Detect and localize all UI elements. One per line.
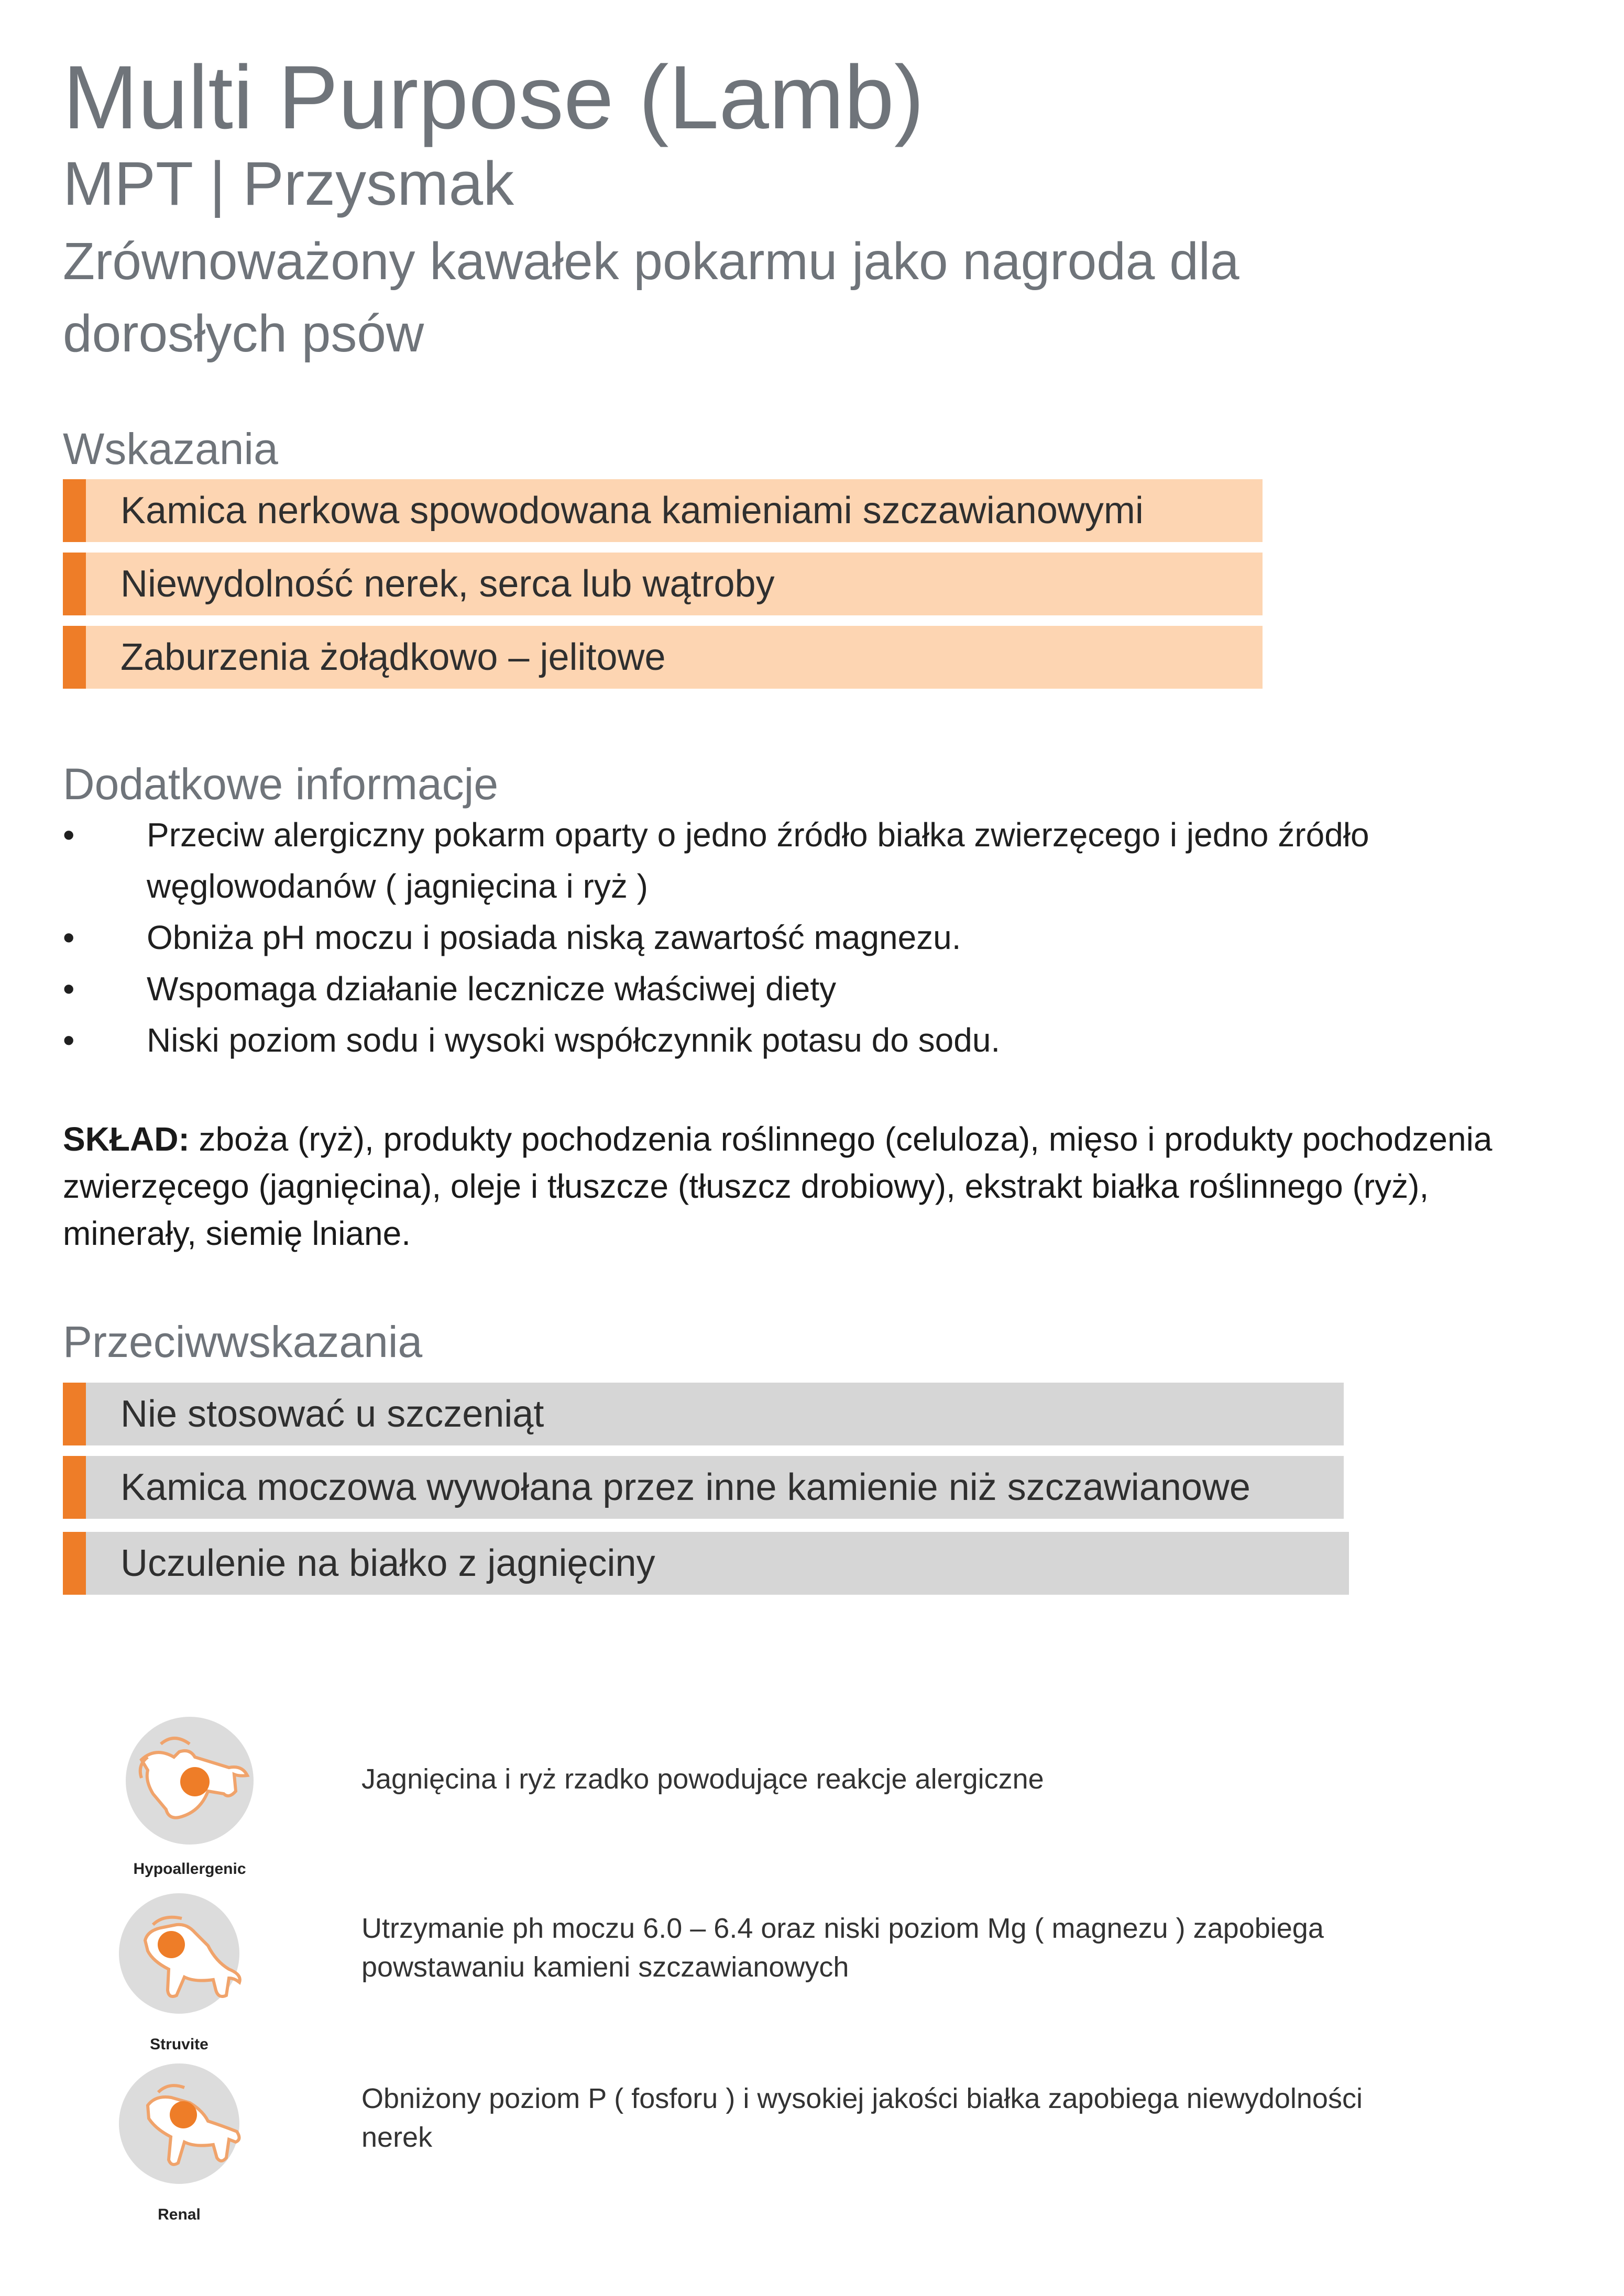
bullet-text: Niski poziom sodu i wysoki współczynnik potasu do sodu. [147,1021,1001,1059]
list-item [63,809,1530,912]
indication-item: Niewydolność nerek, serca lub wątroby [63,553,1263,615]
hypoallergenic-dog-icon [116,1707,273,1880]
composition-paragraph [63,1116,1561,1257]
svg-text:Renal: Renal [158,2206,201,2223]
product-subtitle: MPT | Przysmak [63,149,514,218]
product-tagline: Zrównoważony kawałek pokarmu jako nagroda dla dorosłych psów [63,232,1239,363]
bullet-icon: • [63,970,75,1008]
list-item [63,963,1530,1014]
bullet-icon: • [63,1021,75,1059]
contraindication-item: Nie stosować u szczeniąt [63,1383,1344,1445]
list-item [63,912,1530,963]
indications-heading: Wskazania [63,424,278,473]
bullet-text: Przeciw alergiczny pokarm oparty o jedno źródło białka zwierzęcego i jedno źródło węglowodanów ( jagnięcina i ryż ) [147,816,1369,905]
feature-text: Utrzymanie ph moczu 6.0 – 6.4 oraz niski poziom Mg ( magnezu ) zapobiega powstawaniu kamieni szczawianowych [361,1913,1324,1983]
feature-text: Jagnięcina i ryż rzadko powodujące reakcje alergiczne [361,1763,1044,1795]
composition-text: zboża (ryż), produkty pochodzenia roślinnego (celuloza), mięso i produkty pochodzenia zwierzęcego (jagnięcina), oleje i tłuszcze (tłuszcz drobiowy), ekstrakt białka roślinnego (ryż), minerały, siemię lniane. [63,1120,1493,1252]
bullet-text: Obniża pH moczu i posiada niską zawartość magnezu. [147,919,961,956]
contraindication-item: Kamica moczowa wywołana przez inne kamienie niż szczawianowe [63,1456,1344,1519]
svg-text:Hypoallergenic: Hypoallergenic [133,1860,246,1878]
bullet-text: Wspomaga działanie lecznicze właściwej diety [147,970,837,1008]
struvite-dog-icon [116,1883,273,2056]
bullet-icon: • [63,816,75,854]
indication-item: Zaburzenia żołądkowo – jelitowe [63,626,1263,689]
renal-dog-icon [116,2053,273,2226]
feature-text: Obniżony poziom P ( fosforu ) i wysokiej jakości białka zapobiega niewydolności nerek [361,2083,1363,2153]
composition-label: SKŁAD: [63,1120,190,1158]
product-title: Multi Purpose (Lamb) [63,47,925,148]
list-item [63,1014,1530,1066]
contraindication-item: Uczulenie na białko z jagnięciny [63,1532,1349,1595]
contraindications-heading: Przeciwwskazania [63,1317,423,1366]
additional-info-list [63,809,1530,1066]
svg-text:Struvite: Struvite [150,2036,209,2053]
indication-item: Kamica nerkowa spowodowana kamieniami szczawianowymi [63,479,1263,542]
additional-info-heading: Dodatkowe informacje [63,759,499,809]
bullet-icon: • [63,919,75,956]
